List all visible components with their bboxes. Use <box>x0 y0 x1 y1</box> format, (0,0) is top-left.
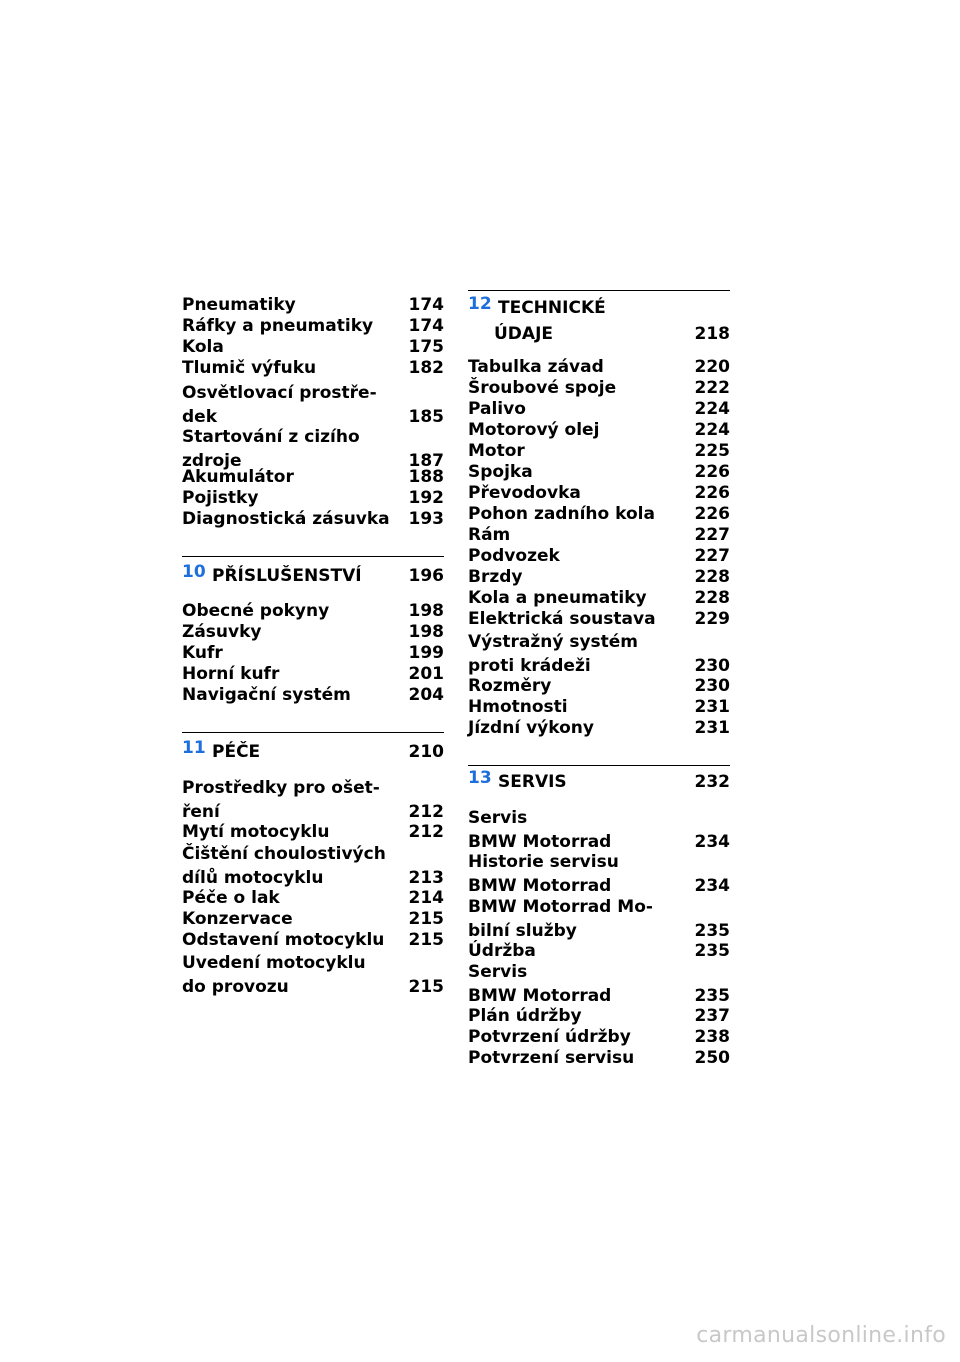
toc-entry-title: Ráfky a pneumatiky <box>182 316 374 336</box>
toc-entry-row <box>182 337 444 357</box>
toc-entry-title-line: BMW Motorrad Mo- <box>468 897 653 917</box>
toc-entry-title: Diagnostická zásuvka <box>182 509 390 529</box>
chapter-number: 11 <box>182 738 206 758</box>
toc-entry-title: Hmotnosti <box>468 697 568 717</box>
toc-entry[interactable] <box>182 337 444 357</box>
toc-entry-page: 250 <box>694 1048 730 1068</box>
toc-entry-page: 212 <box>408 822 444 842</box>
toc-entry-title: Zásuvky <box>182 622 262 642</box>
toc-entry-page: 226 <box>694 483 730 503</box>
chapter-divider <box>182 732 444 733</box>
chapter-number: 12 <box>468 294 492 314</box>
toc-entry-page: 220 <box>694 357 730 377</box>
toc-entry-page: 185 <box>408 407 444 427</box>
toc-entry-title: Plán údržby <box>468 1006 582 1026</box>
toc-entry-title-line: Servis <box>468 808 528 828</box>
toc-entry-row <box>468 1048 730 1068</box>
toc-entry-title: BMW Motorrad <box>468 832 612 852</box>
toc-entry[interactable] <box>182 427 444 471</box>
toc-entry-row <box>468 462 730 482</box>
toc-entry-row <box>468 588 730 608</box>
toc-entry-row <box>468 504 730 524</box>
toc-entry-row <box>182 664 444 684</box>
toc-entry-row <box>182 358 444 378</box>
chapter-title: SERVIS <box>498 772 567 792</box>
toc-entry-title: do provozu <box>182 977 289 997</box>
toc-entry-page: 234 <box>694 876 730 896</box>
toc-entry-title-line: Výstražný systém <box>468 632 639 652</box>
toc-entry-page: 224 <box>694 399 730 419</box>
toc-entry[interactable] <box>182 467 444 487</box>
chapter-divider <box>468 290 730 291</box>
toc-entry-title-line: Startování z cizího <box>182 427 360 447</box>
toc-entry-page: 187 <box>408 451 444 471</box>
toc-entry[interactable] <box>182 664 444 684</box>
toc-entry-title: Kola <box>182 337 224 357</box>
toc-entry-page: 234 <box>694 832 730 852</box>
toc-entry[interactable] <box>468 1027 730 1047</box>
toc-entry[interactable] <box>468 1006 730 1026</box>
toc-entry-title-line: Servis <box>468 962 528 982</box>
toc-entry-row <box>468 441 730 461</box>
toc-entry-title: Údržba <box>468 941 536 961</box>
toc-entry-row <box>182 316 444 336</box>
toc-entry-page: 222 <box>694 378 730 398</box>
toc-entry[interactable] <box>182 509 444 529</box>
toc-entry-title: Jízdní výkony <box>468 718 594 738</box>
toc-entry-title: Kufr <box>182 643 223 663</box>
toc-entry[interactable] <box>182 383 444 427</box>
toc-entry-row <box>182 888 444 908</box>
toc-entry-title: Spojka <box>468 462 533 482</box>
toc-entry-page: 226 <box>694 504 730 524</box>
chapter-divider <box>182 556 444 557</box>
toc-entry-title: Motorový olej <box>468 420 600 440</box>
toc-entry-page: 212 <box>408 802 444 822</box>
toc-entry-row <box>468 676 730 696</box>
toc-entry-title: ření <box>182 802 220 822</box>
toc-entry-title: Akumulátor <box>182 467 294 487</box>
toc-entry-row <box>182 622 444 642</box>
toc-entry-title: Konzervace <box>182 909 293 929</box>
toc-entry-title: Kola a pneumatiky <box>468 588 647 608</box>
toc-entry-page: 230 <box>694 676 730 696</box>
toc-entry[interactable] <box>468 483 730 503</box>
toc-entry[interactable] <box>468 676 730 696</box>
toc-entry-page: 199 <box>408 643 444 663</box>
toc-entry-title: BMW Motorrad <box>468 986 612 1006</box>
toc-entry-row <box>468 876 730 896</box>
chapter-title-line: ÚDAJE <box>494 324 554 344</box>
toc-entry[interactable] <box>182 844 444 888</box>
toc-entry-page: 226 <box>694 462 730 482</box>
toc-entry-title: Pojistky <box>182 488 259 508</box>
toc-entry-row <box>468 832 730 852</box>
toc-entry-title: Pohon zadního kola <box>468 504 655 524</box>
toc-entry-page: 198 <box>408 601 444 621</box>
toc-entry-page: 174 <box>408 316 444 336</box>
toc-entry-row <box>182 822 444 842</box>
toc-entry-title-line: Osvětlovací prostře- <box>182 383 377 403</box>
toc-entry[interactable] <box>182 822 444 842</box>
toc-entry-title: Podvozek <box>468 546 560 566</box>
toc-entry[interactable] <box>468 357 730 377</box>
toc-entry-row <box>182 909 444 929</box>
toc-entry[interactable] <box>182 909 444 929</box>
toc-entry-row <box>468 656 730 676</box>
toc-entry-row <box>182 295 444 315</box>
toc-entry-row <box>468 399 730 419</box>
toc-entry-row <box>182 685 444 705</box>
toc-entry-title: Pneumatiky <box>182 295 296 315</box>
chapter-divider <box>468 765 730 766</box>
toc-entry-title: Motor <box>468 441 525 461</box>
toc-entry[interactable] <box>468 962 730 1006</box>
toc-entry[interactable] <box>468 941 730 961</box>
toc-entry-page: 215 <box>408 909 444 929</box>
chapter-page: 232 <box>694 772 730 792</box>
chapter-title: PŘÍSLUŠENSTVÍ <box>212 566 362 586</box>
toc-entry-page: 228 <box>694 588 730 608</box>
toc-entry-row <box>468 567 730 587</box>
toc-entry-page: 227 <box>694 546 730 566</box>
toc-entry-title: Potvrzení údržby <box>468 1027 631 1047</box>
toc-entry[interactable] <box>468 1048 730 1068</box>
toc-entry[interactable] <box>468 808 730 852</box>
toc-entry-row <box>182 977 444 997</box>
toc-entry[interactable] <box>468 852 730 896</box>
toc-entry-row <box>468 420 730 440</box>
toc-entry-page: 215 <box>408 930 444 950</box>
toc-entry-row <box>468 525 730 545</box>
toc-entry-row <box>468 986 730 1006</box>
toc-entry-title-line: Čištění choulostivých <box>182 844 386 864</box>
toc-entry-title: Palivo <box>468 399 526 419</box>
toc-entry-row <box>468 941 730 961</box>
toc-entry[interactable] <box>468 378 730 398</box>
toc-entry-title: Elektrická soustava <box>468 609 656 629</box>
toc-entry-page: 225 <box>694 441 730 461</box>
toc-entry-title: bilní služby <box>468 921 577 941</box>
chapter-title-line: TECHNICKÉ <box>498 298 606 318</box>
toc-entry-title: Převodovka <box>468 483 581 503</box>
chapter-number: 13 <box>468 768 492 788</box>
toc-entry-row <box>468 1027 730 1047</box>
toc-entry[interactable] <box>468 588 730 608</box>
toc-entry-title: Tabulka závad <box>468 357 604 377</box>
toc-entry-title: BMW Motorrad <box>468 876 612 896</box>
toc-entry-page: 192 <box>408 488 444 508</box>
toc-entry-row <box>182 601 444 621</box>
toc-entry-page: 228 <box>694 567 730 587</box>
toc-entry-row <box>182 930 444 950</box>
toc-entry[interactable] <box>182 643 444 663</box>
toc-entry-title: dílů motocyklu <box>182 868 324 888</box>
toc-entry-page: 175 <box>408 337 444 357</box>
toc-entry-row <box>468 357 730 377</box>
toc-entry-row <box>182 509 444 529</box>
chapter-page: 196 <box>408 566 444 586</box>
toc-entry-page: 224 <box>694 420 730 440</box>
toc-entry[interactable] <box>182 953 444 997</box>
toc-entry-page: 204 <box>408 685 444 705</box>
toc-entry-page: 231 <box>694 718 730 738</box>
toc-entry-title: zdroje <box>182 451 242 471</box>
toc-entry-row <box>182 407 444 427</box>
toc-entry-row <box>182 802 444 822</box>
toc-entry-page: 214 <box>408 888 444 908</box>
toc-entry[interactable] <box>468 897 730 941</box>
toc-entry-page: 201 <box>408 664 444 684</box>
toc-entry[interactable] <box>182 622 444 642</box>
toc-entry-page: 227 <box>694 525 730 545</box>
toc-entry[interactable] <box>468 504 730 524</box>
toc-entry-title: Obecné pokyny <box>182 601 330 621</box>
toc-entry-page: 235 <box>694 921 730 941</box>
toc-entry-row <box>468 609 730 629</box>
toc-entry-page: 237 <box>694 1006 730 1026</box>
toc-entry-title: Mytí motocyklu <box>182 822 330 842</box>
toc-entry-title: Odstavení motocyklu <box>182 930 385 950</box>
toc-entry[interactable] <box>182 488 444 508</box>
toc-entry-row <box>182 643 444 663</box>
toc-entry-page: 230 <box>694 656 730 676</box>
toc-entry[interactable] <box>182 358 444 378</box>
toc-entry-page: 231 <box>694 697 730 717</box>
toc-entry[interactable] <box>468 632 730 676</box>
watermark: carmanualsonline.info <box>696 1323 946 1348</box>
toc-entry[interactable] <box>182 316 444 336</box>
toc-entry-title-line: Uvedení motocyklu <box>182 953 366 973</box>
toc-entry-page: 215 <box>408 977 444 997</box>
toc-entry-title: Rozměry <box>468 676 552 696</box>
toc-entry-page: 188 <box>408 467 444 487</box>
toc-entry[interactable] <box>468 399 730 419</box>
toc-entry-title: proti krádeži <box>468 656 591 676</box>
toc-entry-title: Potvrzení servisu <box>468 1048 635 1068</box>
toc-entry[interactable] <box>468 441 730 461</box>
toc-entry-title-line: Prostředky pro ošet- <box>182 778 380 798</box>
toc-entry[interactable] <box>182 778 444 822</box>
toc-entry-row <box>182 488 444 508</box>
toc-entry-title: Rám <box>468 525 511 545</box>
toc-entry[interactable] <box>182 601 444 621</box>
toc-entry-title: Horní kufr <box>182 664 280 684</box>
toc-entry[interactable] <box>468 609 730 629</box>
toc-entry-page: 174 <box>408 295 444 315</box>
chapter-title <box>494 298 606 344</box>
toc-entry-page: 238 <box>694 1027 730 1047</box>
toc-entry-row <box>468 546 730 566</box>
toc-entry-page: 182 <box>408 358 444 378</box>
toc-entry-page: 235 <box>694 941 730 961</box>
toc-entry[interactable] <box>468 546 730 566</box>
toc-entry-page: 235 <box>694 986 730 1006</box>
toc-entry-title: Tlumič výfuku <box>182 358 317 378</box>
chapter-number: 10 <box>182 562 206 582</box>
toc-entry-page: 193 <box>408 509 444 529</box>
toc-entry-page: 213 <box>408 868 444 888</box>
toc-entry[interactable] <box>468 525 730 545</box>
toc-entry-title: dek <box>182 407 218 427</box>
toc-entry-title: Péče o lak <box>182 888 280 908</box>
toc-entry-title: Šroubové spoje <box>468 378 617 398</box>
toc-entry[interactable] <box>468 462 730 482</box>
toc-entry-row <box>468 483 730 503</box>
toc-entry[interactable] <box>182 685 444 705</box>
toc-entry[interactable] <box>182 295 444 315</box>
chapter-page: 218 <box>694 324 730 344</box>
toc-entry-title: Brzdy <box>468 567 523 587</box>
toc-entry-row <box>468 1006 730 1026</box>
toc-entry[interactable] <box>468 567 730 587</box>
toc-entry-page: 198 <box>408 622 444 642</box>
chapter-title: PÉČE <box>212 742 261 762</box>
toc-entry-row <box>468 921 730 941</box>
toc-entry-row <box>468 378 730 398</box>
toc-entry[interactable] <box>182 888 444 908</box>
toc-entry-title: Navigační systém <box>182 685 351 705</box>
toc-entry-row <box>182 868 444 888</box>
toc-entry-row <box>468 697 730 717</box>
chapter-page: 210 <box>408 742 444 762</box>
toc-entry[interactable] <box>182 930 444 950</box>
toc-entry[interactable] <box>468 718 730 738</box>
toc-entry[interactable] <box>468 697 730 717</box>
toc-entry-title-line: Historie servisu <box>468 852 619 872</box>
toc-entry-page: 229 <box>694 609 730 629</box>
toc-entry-row <box>468 718 730 738</box>
toc-entry[interactable] <box>468 420 730 440</box>
toc-entry-row <box>182 467 444 487</box>
